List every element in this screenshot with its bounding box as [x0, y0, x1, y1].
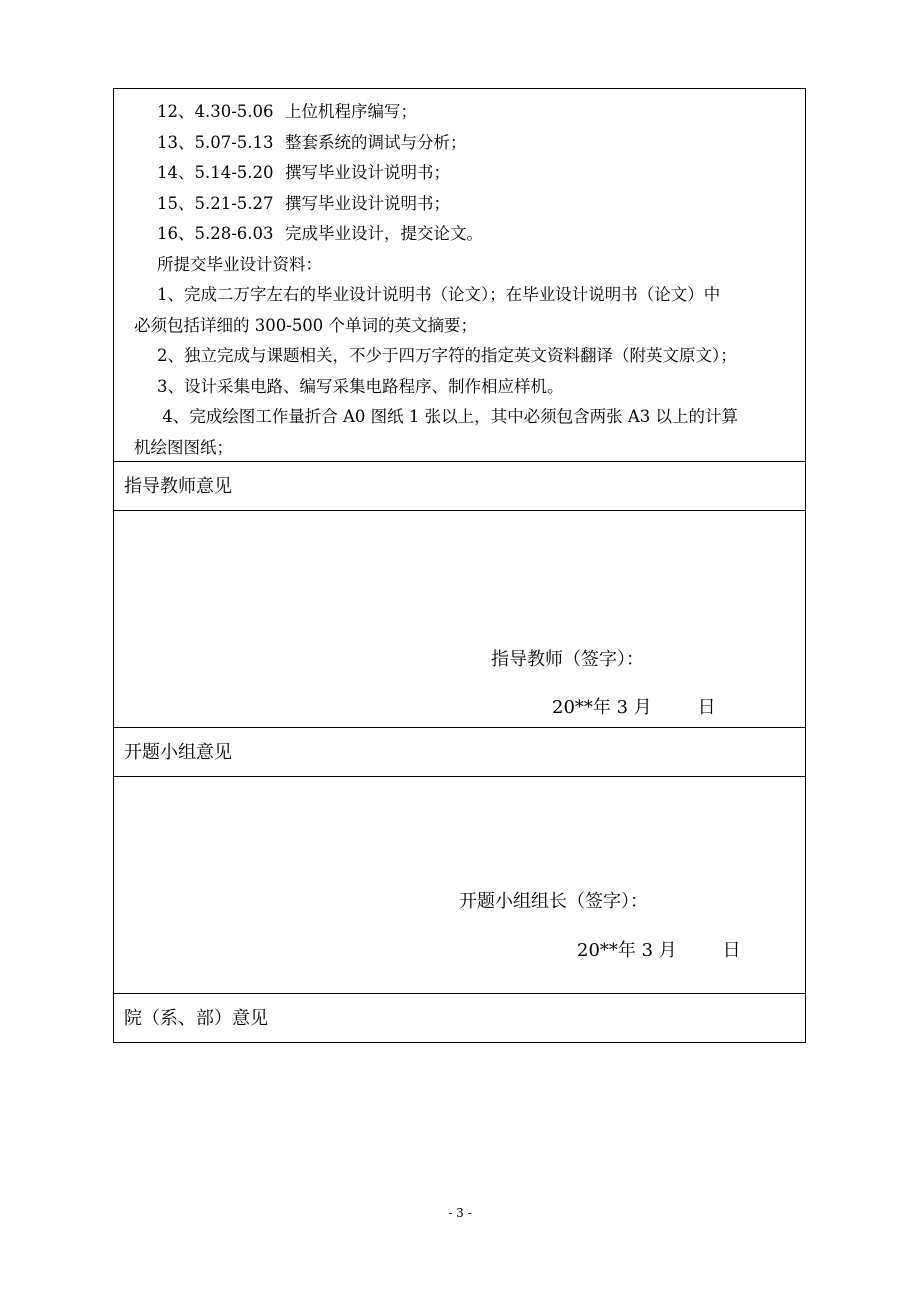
schedule-date: 15、5.21-5.27 [157, 193, 274, 213]
schedule-task: 撰写毕业设计说明书； [285, 193, 450, 213]
schedule-item [134, 158, 795, 189]
requirements-heading: 所提交毕业设计资料： [157, 254, 322, 274]
schedule-item [134, 189, 795, 220]
schedule-task: 整套系统的调试与分析； [285, 132, 467, 152]
requirement-item-3: 3、设计采集电路、编写采集电路程序、制作相应样机。 [157, 376, 564, 396]
requirement-item-4-line-1: 4、完成绘图工作量折合 A0 图纸 1 张以上，其中必须包含两张 A3 以上的计算 [157, 407, 739, 426]
page-number: - 3 - [448, 1206, 472, 1220]
schedule-task: 完成毕业设计，提交论文。 [285, 224, 483, 243]
group-opinion-label: 开题小组意见 [114, 727, 805, 776]
requirement-item-1-line-1: 1、完成二万字左右的毕业设计说明书（论文）；在毕业设计说明书（论文）中 [157, 285, 721, 304]
schedule-date: 12、4.30-5.06 [157, 102, 274, 121]
advisor-opinion-cell [114, 510, 805, 727]
group-date-line: 20**年 3 月 日 [577, 940, 741, 961]
requirement-item-1-line-2: 必须包括详细的 300-500 个单词的英文摘要； [134, 315, 478, 335]
proposal-form-table [113, 88, 806, 1043]
schedule-task: 上位机程序编写； [285, 102, 417, 121]
schedule-item [134, 219, 795, 250]
group-leader-signature-line: 开题小组组长（签字）： [459, 891, 648, 912]
advisor-opinion-label: 指导教师意见 [114, 461, 805, 510]
schedule-date: 16、5.28-6.03 [157, 224, 274, 243]
advisor-date-line: 20**年 3 月 日 [552, 697, 716, 718]
group-opinion-cell [114, 776, 805, 993]
schedule-task: 撰写毕业设计说明书； [285, 163, 450, 182]
schedule-item [134, 128, 795, 159]
requirement-item-2: 2、独立完成与课题相关，不少于四万字符的指定英文资料翻译（附英文原文）； [157, 346, 737, 365]
advisor-signature-line: 指导教师（签字）： [491, 649, 644, 670]
schedule-date: 13、5.07-5.13 [157, 132, 274, 152]
schedule-date: 14、5.14-5.20 [157, 163, 274, 182]
requirement-item-4-line-2: 机绘图图纸； [134, 437, 233, 457]
department-opinion-label: 院（系、部）意见 [114, 993, 805, 1042]
schedule-item [134, 97, 795, 128]
schedule-and-requirements-cell [114, 89, 805, 461]
